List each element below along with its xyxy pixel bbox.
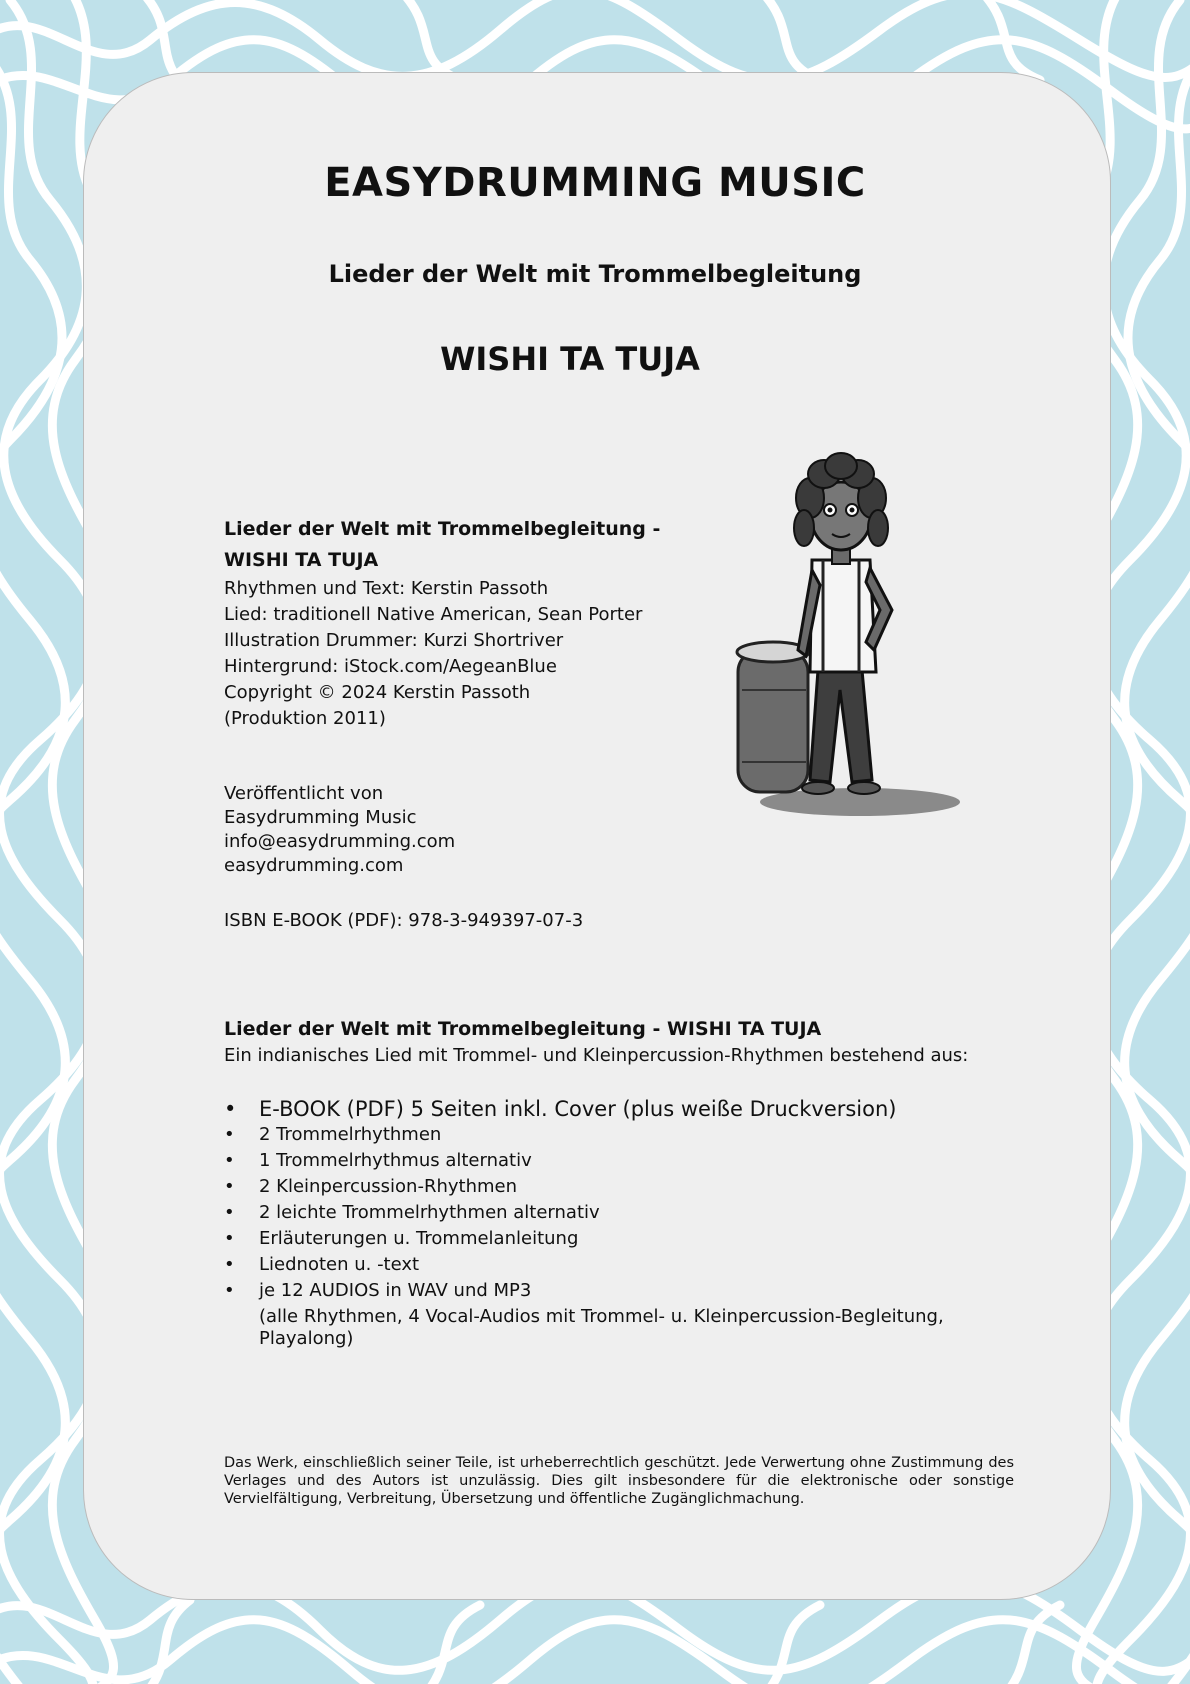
feature-text: Liednoten u. -text — [259, 1254, 420, 1275]
description-intro: Ein indianisches Lied mit Trommel- und Kleinpercussion-Rhythmen bestehend aus: — [224, 1045, 969, 1066]
list-item — [224, 1148, 1004, 1174]
credits-line: Hintergrund: iStock.com/AegeanBlue — [224, 656, 557, 677]
description-block — [224, 1015, 1014, 1069]
credits-line: Illustration Drummer: Kurzi Shortriver — [224, 630, 564, 651]
list-item — [224, 1096, 1004, 1122]
feature-text: 2 leichte Trommelrhythmen alternativ — [259, 1202, 600, 1223]
list-item — [224, 1278, 1004, 1350]
drummer-illustration — [720, 450, 960, 830]
publisher-line: Veröffentlicht von — [224, 783, 384, 804]
credits-heading-line1: Lieder der Welt mit Trommelbegleitung - — [224, 518, 661, 540]
list-item — [224, 1252, 1004, 1278]
feature-text: je 12 AUDIOS in WAV und MP3 — [259, 1280, 532, 1301]
legal-notice: Das Werk, einschließlich seiner Teile, ist urheberrechtlich geschützt. Jede Verwertung ohne Zustimmung des Verlages und des Autors ist unzulässig. Dies gilt insbesondere für die elektronische oder sonstige Vervielfältigung, Verbreitung, Übersetzung und öffentliche Zugänglichmachung. — [224, 1455, 1014, 1507]
feature-text: Erläuterungen u. Trommelanleitung — [259, 1228, 579, 1249]
feature-list — [224, 1096, 1004, 1350]
description-heading: Lieder der Welt mit Trommelbegleitung - WISHI TA TUJA — [224, 1018, 822, 1040]
feature-text: E-BOOK (PDF) 5 Seiten inkl. Cover (plus weiße Druckversion) — [259, 1097, 897, 1121]
credits-line: (Produktion 2011) — [224, 708, 386, 729]
feature-text: 1 Trommelrhythmus alternativ — [259, 1150, 532, 1171]
series-subtitle: Lieder der Welt mit Trommelbegleitung — [328, 260, 862, 288]
credits-heading-line2: WISHI TA TUJA — [224, 549, 379, 571]
credits-block — [224, 514, 660, 732]
feature-note: (alle Rhythmen, 4 Vocal-Audios mit Trommel- u. Kleinpercussion-Begleitung, Playalong) — [259, 1306, 944, 1349]
list-item — [224, 1226, 1004, 1252]
publisher-line: Easydrumming Music — [224, 807, 417, 828]
brand-title: EASYDRUMMING MUSIC — [324, 160, 866, 206]
publisher-email: info@easydrumming.com — [224, 831, 456, 852]
list-item — [224, 1200, 1004, 1226]
list-item — [224, 1174, 1004, 1200]
credits-line: Copyright © 2024 Kerstin Passoth — [224, 682, 531, 703]
list-item — [224, 1122, 1004, 1148]
song-title: WISHI TA TUJA — [440, 340, 700, 378]
feature-text: 2 Kleinpercussion-Rhythmen — [259, 1176, 517, 1197]
isbn-line: ISBN E-BOOK (PDF): 978-3-949397-07-3 — [224, 910, 584, 931]
credits-line: Lied: traditionell Native American, Sean Porter — [224, 604, 643, 625]
feature-text: 2 Trommelrhythmen — [259, 1124, 442, 1145]
credits-line: Rhythmen und Text: Kerstin Passoth — [224, 578, 549, 599]
publisher-block — [224, 782, 455, 878]
publisher-website: easydrumming.com — [224, 855, 404, 876]
